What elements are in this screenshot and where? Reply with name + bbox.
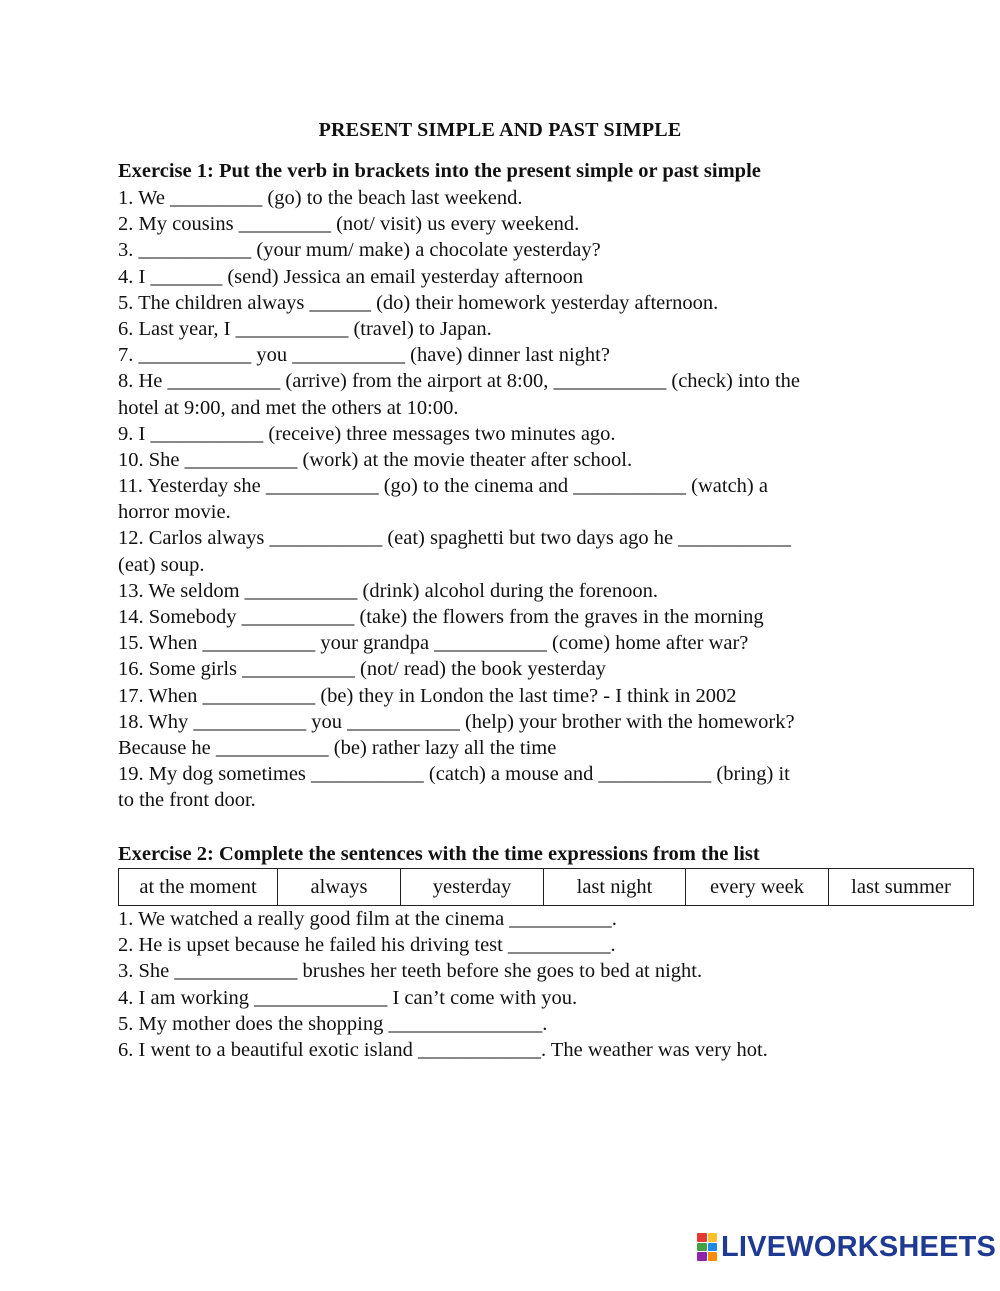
time-expression-cell: always bbox=[278, 869, 401, 906]
exercise1-line: 16. Some girls ___________ (not/ read) the book yesterday bbox=[118, 658, 606, 681]
exercise1-line: 4. I _______ (send) Jessica an email yesterday afternoon bbox=[118, 265, 584, 288]
logo-square bbox=[708, 1252, 718, 1261]
exercise-1-sentences bbox=[118, 185, 888, 814]
logo-square bbox=[708, 1243, 718, 1252]
exercise1-line: 9. I ___________ (receive) three messages two minutes ago. bbox=[118, 422, 616, 445]
logo-square bbox=[708, 1233, 718, 1242]
time-expression-cell: last summer bbox=[829, 869, 974, 906]
exercise2-line: 5. My mother does the shopping _______________. bbox=[118, 1012, 548, 1035]
logo-text: LIVEWORKSHEETS bbox=[721, 1231, 997, 1263]
logo-square bbox=[697, 1233, 707, 1242]
time-expressions-table bbox=[118, 868, 974, 906]
exercise1-line: Because he ___________ (be) rather lazy all the time bbox=[118, 736, 557, 759]
exercise1-line: 1. We _________ (go) to the beach last weekend. bbox=[118, 187, 523, 209]
logo-square bbox=[697, 1243, 707, 1252]
exercise1-line: 5. The children always ______ (do) their homework yesterday afternoon. bbox=[118, 291, 719, 314]
exercise1-line: 13. We seldom ___________ (drink) alcohol during the forenoon. bbox=[118, 579, 658, 602]
page-title: PRESENT SIMPLE AND PAST SIMPLE bbox=[318, 119, 682, 141]
exercise1-line: 14. Somebody ___________ (take) the flowers from the graves in the morning bbox=[118, 606, 764, 628]
exercise1-line: hotel at 9:00, and met the others at 10:00. bbox=[118, 396, 459, 419]
exercise1-line: 8. He ___________ (arrive) from the airport at 8:00, ___________ (check) into the bbox=[118, 370, 801, 393]
exercise1-line: 7. ___________ you ___________ (have) dinner last night? bbox=[118, 344, 610, 367]
exercise2-line: 2. He is upset because he failed his driving test __________. bbox=[118, 934, 616, 957]
exercise1-line: 12. Carlos always ___________ (eat) spaghetti but two days ago he ___________ bbox=[118, 527, 791, 550]
exercise2-line: 4. I am working _____________ I can’t come with you. bbox=[118, 986, 578, 1009]
exercise-1-heading: Exercise 1: Put the verb in brackets into the present simple or past simple bbox=[118, 160, 761, 182]
exercise1-line: 6. Last year, I ___________ (travel) to Japan. bbox=[118, 317, 492, 340]
liveworksheets-logo bbox=[697, 1232, 996, 1262]
exercise1-line: 18. Why ___________ you ___________ (help) your brother with the homework? bbox=[118, 710, 795, 733]
exercise1-line: 15. When ___________ your grandpa ___________ (come) home after war? bbox=[118, 632, 749, 655]
exercise-2-heading: Exercise 2: Complete the sentences with the time expressions from the list bbox=[118, 843, 760, 865]
liveworksheets-icon bbox=[697, 1233, 717, 1261]
time-expression-cell: last night bbox=[544, 869, 686, 906]
exercise2-line: 1. We watched a really good film at the cinema __________. bbox=[118, 908, 617, 930]
exercise1-line: 17. When ___________ (be) they in London the last time? - I think in 2002 bbox=[118, 684, 737, 707]
exercise1-line: 19. My dog sometimes ___________ (catch) a mouse and ___________ (bring) it bbox=[118, 763, 790, 786]
time-expression-cell: every week bbox=[686, 869, 829, 906]
exercise-2-sentences bbox=[118, 906, 888, 1063]
time-expression-cell: yesterday bbox=[401, 869, 544, 906]
logo-square bbox=[697, 1252, 707, 1261]
exercise1-line: to the front door. bbox=[118, 789, 256, 812]
exercise1-line: 11. Yesterday she ___________ (go) to the cinema and ___________ (watch) a bbox=[118, 475, 768, 498]
exercise1-line: 3. ___________ (your mum/ make) a chocolate yesterday? bbox=[118, 239, 601, 262]
exercise1-line: 10. She ___________ (work) at the movie theater after school. bbox=[118, 448, 633, 471]
exercise2-line: 6. I went to a beautiful exotic island ____________. The weather was very hot. bbox=[118, 1038, 768, 1061]
exercise1-line: horror movie. bbox=[118, 501, 231, 524]
exercise2-line: 3. She ____________ brushes her teeth before she goes to bed at night. bbox=[118, 960, 703, 983]
time-expression-cell: at the moment bbox=[119, 869, 278, 906]
exercise1-line: (eat) soup. bbox=[118, 553, 205, 576]
exercise1-line: 2. My cousins _________ (not/ visit) us every weekend. bbox=[118, 213, 580, 236]
